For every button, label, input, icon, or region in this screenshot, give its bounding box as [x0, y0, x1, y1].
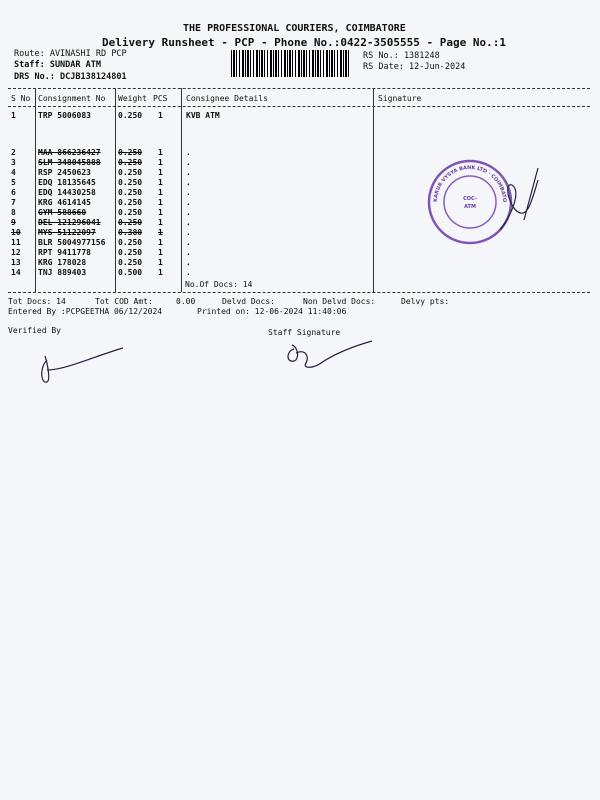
cell-weight: 0.250 [118, 258, 143, 267]
table-top-rule [8, 88, 590, 89]
company-name: THE PROFESSIONAL COURIERS, COIMBATORE [183, 23, 406, 34]
cell-consignment: TRP 5006083 [38, 111, 91, 120]
cell-consignee: . [186, 248, 191, 257]
cell-weight: 0.250 [118, 158, 143, 167]
staff-label: Staff: SUNDAR ATM [14, 60, 101, 70]
cell-consignee: . [186, 168, 191, 177]
delivery-points: Delvy pts: [401, 297, 450, 306]
cell-consignee: . [186, 178, 191, 187]
cell-sno: 5 [11, 178, 16, 187]
cell-weight: 0.250 [118, 168, 143, 177]
total-cod-value: 0.00 [176, 297, 196, 306]
cell-consignee: . [186, 208, 191, 217]
cell-pcs: 1 [158, 258, 163, 267]
cell-weight: 0.380 [118, 228, 143, 237]
cell-sno: 12 [11, 248, 21, 257]
cell-sno: 14 [11, 268, 21, 277]
cell-consignee: . [186, 228, 191, 237]
cell-weight: 0.250 [118, 248, 143, 257]
cell-consignee: . [186, 148, 191, 157]
cell-sno: 13 [11, 258, 21, 267]
cell-consignment: MYS 51122097 [38, 228, 96, 237]
cell-pcs: 1 [158, 208, 163, 217]
cell-sno: 4 [11, 168, 16, 177]
cell-pcs: 1 [158, 268, 163, 277]
verified-by-label: Verified By [8, 326, 61, 335]
cell-sno: 10 [11, 228, 21, 237]
drs-number: DRS No.: DCJB138124801 [14, 72, 127, 82]
cell-sno: 2 [11, 148, 16, 157]
courier-stamp [420, 150, 560, 250]
table-bottom-rule [8, 292, 590, 293]
cell-consignment: KRG 4614145 [38, 198, 91, 207]
svg-text:KARUR VYSYA BANK LTD · COIMBAT: KARUR VYSYA BANK LTD · COIMBATO [432, 164, 508, 203]
route-label: Route: AVINASHI RD PCP [14, 49, 127, 59]
col-header-pcs: PCS [153, 94, 168, 103]
cell-sno: 6 [11, 188, 16, 197]
cell-consignee: KVB ATM [186, 111, 220, 120]
non-delivered-docs: Non Delvd Docs: [303, 297, 376, 306]
staff-signature-label: Staff Signature [268, 328, 341, 337]
cell-sno: 7 [11, 198, 16, 207]
cell-consignment: KRG 178028 [38, 258, 87, 267]
rs-number: RS No.: 1381248 [363, 51, 440, 61]
page-title: Delivery Runsheet - PCP - Phone No.:0422-3505555 - Page No.:1 [102, 36, 506, 49]
cell-weight: 0.250 [118, 188, 143, 197]
cell-pcs: 1 [158, 168, 163, 177]
cell-sno: 1 [11, 111, 16, 120]
cell-consignment: RSP 2450623 [38, 168, 91, 177]
cell-consignment: DEL 121296041 [38, 218, 101, 227]
cell-pcs: 1 [158, 248, 163, 257]
col-header-signature: Signature [378, 94, 422, 103]
total-cod-label: Tot COD Amt: [95, 297, 153, 306]
col-header-consignment: Consignment No [38, 94, 106, 103]
barcode [231, 50, 351, 77]
cell-weight: 0.500 [118, 268, 143, 277]
cell-weight: 0.250 [118, 198, 143, 207]
cell-pcs: 1 [158, 218, 163, 227]
cell-pcs: 1 [158, 198, 163, 207]
cell-weight: 0.250 [118, 218, 143, 227]
cell-consignment: EDQ 18135645 [38, 178, 96, 187]
cell-pcs: 1 [158, 228, 163, 237]
col-divider [35, 88, 36, 292]
no-of-docs: No.Of Docs: 14 [185, 280, 253, 289]
cell-weight: 0.250 [118, 208, 143, 217]
col-header-weight: Weight [118, 94, 147, 103]
col-divider [115, 88, 116, 292]
col-divider [181, 88, 182, 292]
cell-sno: 8 [11, 208, 16, 217]
rs-date: RS Date: 12-Jun-2024 [363, 62, 466, 72]
cell-consignee: . [186, 238, 191, 247]
entered-by: Entered By :PCPGEETHA 06/12/2024 [8, 307, 163, 316]
cell-consignee: . [186, 158, 191, 167]
cell-weight: 0.250 [118, 238, 143, 247]
col-header-consignee: Consignee Details [186, 94, 268, 103]
cell-weight: 0.250 [118, 178, 143, 187]
table-header-rule [8, 106, 590, 107]
svg-text:ATM: ATM [464, 204, 476, 210]
cell-consignee: . [186, 258, 191, 267]
cell-weight: 0.250 [118, 111, 143, 120]
col-divider [373, 88, 374, 292]
staff-signature [280, 335, 380, 375]
total-docs: Tot Docs: 14 [8, 297, 66, 306]
cell-sno: 9 [11, 218, 16, 227]
cell-consignment: MAA 866236427 [38, 148, 101, 157]
cell-consignee: . [186, 268, 191, 277]
cell-consignee: . [186, 198, 191, 207]
cell-pcs: 1 [158, 178, 163, 187]
printed-on: Printed on: 12-06-2024 11:40:06 [197, 307, 347, 316]
svg-text:COC-: COC- [463, 196, 477, 202]
verifier-signature [35, 340, 130, 390]
cell-consignment: EDQ 14430258 [38, 188, 96, 197]
cell-consignee: . [186, 218, 191, 227]
cell-pcs: 1 [158, 188, 163, 197]
cell-weight: 0.250 [118, 148, 143, 157]
cell-pcs: 1 [158, 148, 163, 157]
cell-sno: 11 [11, 238, 21, 247]
cell-pcs: 1 [158, 158, 163, 167]
cell-consignee: . [186, 188, 191, 197]
cell-consignment: BLR 5004977156 [38, 238, 106, 247]
delivered-docs: Delvd Docs: [222, 297, 275, 306]
cell-pcs: 1 [158, 238, 163, 247]
cell-pcs: 1 [158, 111, 163, 120]
col-header-sno: S No [11, 94, 31, 103]
cell-sno: 3 [11, 158, 16, 167]
cell-consignment: RPT 9411778 [38, 248, 91, 257]
cell-consignment: GYM 588660 [38, 208, 87, 217]
cell-consignment: SLM 348045888 [38, 158, 101, 167]
cell-consignment: TNJ 889403 [38, 268, 87, 277]
